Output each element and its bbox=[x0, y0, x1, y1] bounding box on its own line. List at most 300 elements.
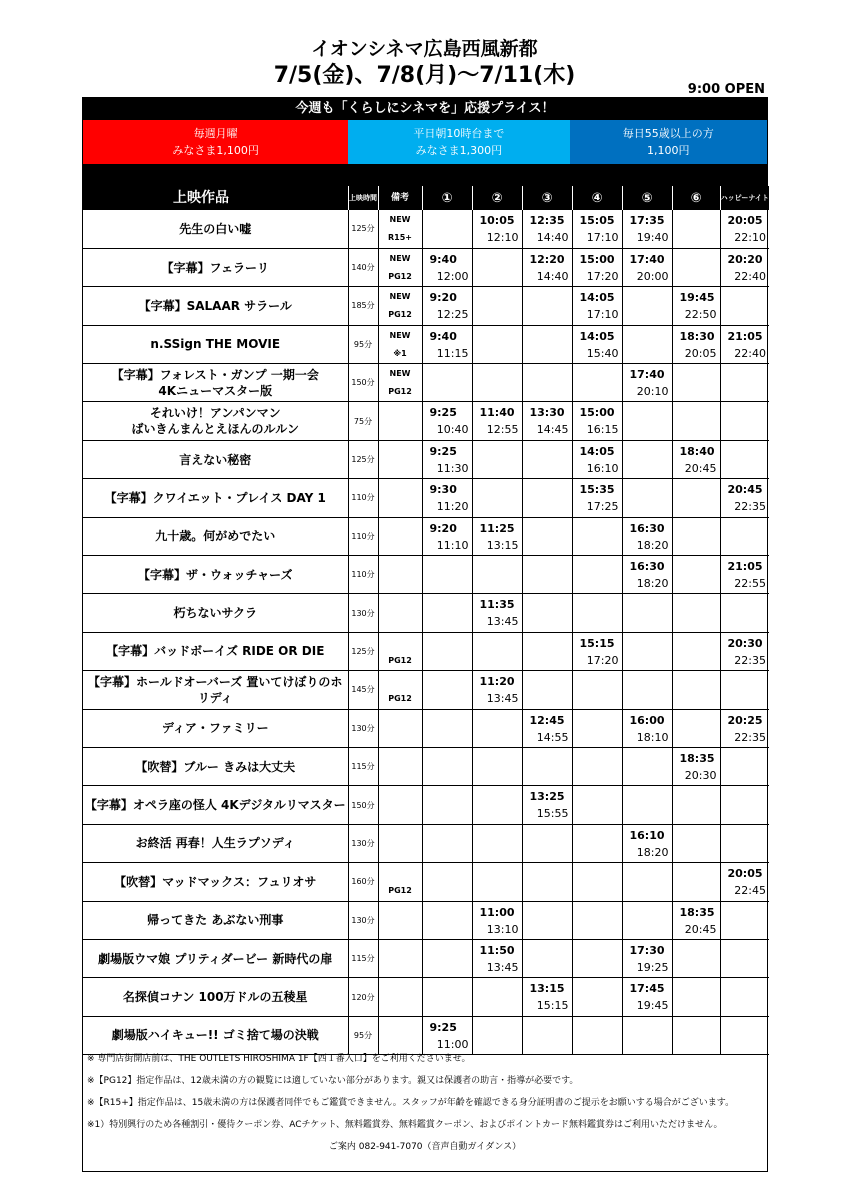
showtime-slot[interactable] bbox=[472, 517, 522, 555]
film-title: 言えない秘密 bbox=[179, 452, 252, 467]
showtime-slot bbox=[622, 901, 672, 939]
rating-badge: PG12 bbox=[388, 271, 412, 281]
showtime-slot[interactable] bbox=[472, 901, 522, 939]
price-panels bbox=[83, 120, 767, 164]
showtime-slot bbox=[472, 863, 522, 901]
header-happy-night: ハッピーナイト bbox=[720, 186, 769, 210]
runtime: 95分 bbox=[348, 1016, 378, 1054]
table-row bbox=[83, 939, 769, 977]
film-title: 【字幕】オペラ座の怪人 4Kデジタルリマスター bbox=[84, 798, 346, 813]
showtime-slot bbox=[522, 364, 572, 402]
film-title: 【字幕】ホールドオーバーズ 置いてけぼりのホリディ bbox=[88, 674, 343, 705]
showtime-slot bbox=[472, 440, 522, 478]
showtime-slot bbox=[522, 901, 572, 939]
film-title-cell bbox=[83, 939, 348, 977]
runtime: 130分 bbox=[348, 594, 378, 632]
runtime: 110分 bbox=[348, 479, 378, 517]
showtime-slot bbox=[472, 287, 522, 325]
table-row bbox=[83, 325, 769, 363]
note-cell bbox=[378, 939, 422, 977]
showtime-slot[interactable] bbox=[422, 325, 472, 363]
start-time: 15:35 bbox=[579, 483, 615, 497]
start-time: 14:05 bbox=[579, 329, 615, 343]
start-time: 12:20 bbox=[529, 252, 565, 266]
start-time: 16:10 bbox=[629, 828, 665, 842]
end-time: 11:20 bbox=[436, 500, 469, 514]
happy-night-slot[interactable] bbox=[720, 210, 769, 248]
showtime-slot bbox=[522, 1016, 572, 1054]
schedule-frame bbox=[82, 97, 768, 1172]
schedule-table bbox=[83, 186, 769, 1055]
end-time: 14:40 bbox=[536, 231, 569, 244]
end-time: 19:45 bbox=[636, 999, 669, 1013]
showtime-slot[interactable] bbox=[472, 594, 522, 632]
showtime-slot bbox=[672, 939, 720, 977]
start-time: 20:20 bbox=[727, 252, 763, 266]
film-title-cell bbox=[83, 632, 348, 670]
note-r15: ※【R15+】指定作品は、15歳未満の方は保護者同伴でもご鑑賞できません。スタッフが年齢を確認できる身分証明書のご提示をお願いする場合がございます。 bbox=[87, 1098, 735, 1108]
note-cell bbox=[378, 364, 422, 402]
rating-badge: ※1 bbox=[393, 348, 407, 358]
showtime-slot bbox=[422, 556, 472, 594]
table-row bbox=[83, 210, 769, 248]
start-time: 15:05 bbox=[579, 214, 615, 227]
showtime-slot bbox=[672, 632, 720, 670]
showtime-slot bbox=[622, 440, 672, 478]
start-time: 11:25 bbox=[479, 521, 515, 535]
showtime-slot[interactable] bbox=[422, 1016, 472, 1054]
table-row bbox=[83, 747, 769, 785]
table-row bbox=[83, 517, 769, 555]
start-time: 18:30 bbox=[679, 329, 715, 343]
footer-notes bbox=[83, 1054, 767, 1153]
showtime-slot bbox=[622, 479, 672, 517]
divider-bar bbox=[83, 164, 767, 186]
start-time: 16:30 bbox=[629, 521, 665, 535]
showtime-slot[interactable] bbox=[422, 440, 472, 478]
film-subtitle: 4Kニューマスター版 bbox=[158, 383, 273, 398]
table-row bbox=[83, 632, 769, 670]
showtime-slot[interactable] bbox=[472, 210, 522, 248]
film-title: 帰ってきた あぶない刑事 bbox=[147, 913, 284, 928]
film-title: 【字幕】フォレスト・ガンプ 一期一会 bbox=[111, 367, 319, 382]
table-row bbox=[83, 594, 769, 632]
showtime-slot bbox=[572, 517, 622, 555]
showtime-slot bbox=[672, 978, 720, 1016]
end-time: 11:15 bbox=[436, 346, 469, 360]
runtime: 115分 bbox=[348, 747, 378, 785]
end-time: 20:05 bbox=[684, 346, 717, 360]
end-time: 11:00 bbox=[436, 1037, 469, 1051]
film-title-cell bbox=[83, 1016, 348, 1054]
note-pg12: ※【PG12】指定作品は、12歳未満の方の観覧には適していない部分があります。親又は保護者の助言・指導が必要です。 bbox=[87, 1076, 579, 1086]
new-badge: NEW bbox=[389, 253, 411, 263]
table-row bbox=[83, 556, 769, 594]
end-time: 18:20 bbox=[636, 538, 669, 552]
happy-night-slot bbox=[720, 594, 769, 632]
showtime-slot bbox=[422, 863, 472, 901]
start-time: 12:45 bbox=[529, 713, 565, 727]
end-time: 18:10 bbox=[636, 730, 669, 744]
showtime-slot[interactable] bbox=[622, 939, 672, 977]
showtime-slot bbox=[422, 594, 472, 632]
showtime-slot[interactable] bbox=[572, 632, 622, 670]
showtime-slot[interactable] bbox=[622, 248, 672, 286]
runtime: 125分 bbox=[348, 632, 378, 670]
end-time: 11:30 bbox=[436, 461, 469, 475]
showtime-slot bbox=[672, 364, 720, 402]
end-time: 22:35 bbox=[734, 653, 766, 667]
showtime-slot bbox=[522, 287, 572, 325]
start-time: 17:35 bbox=[629, 214, 665, 227]
table-row bbox=[83, 402, 769, 440]
showtime-slot bbox=[672, 671, 720, 709]
new-badge: NEW bbox=[389, 292, 411, 302]
showtime-slot bbox=[622, 786, 672, 824]
showtime-slot bbox=[672, 709, 720, 747]
film-title-cell bbox=[83, 594, 348, 632]
end-time: 15:55 bbox=[536, 807, 569, 821]
film-title: 先生の白い嘘 bbox=[179, 221, 252, 236]
table-row bbox=[83, 1016, 769, 1054]
start-time: 20:45 bbox=[727, 483, 763, 497]
end-time: 13:45 bbox=[486, 960, 519, 974]
showtime-slot[interactable] bbox=[472, 939, 522, 977]
showtime-slot bbox=[422, 709, 472, 747]
showtime-slot bbox=[572, 556, 622, 594]
note-cell bbox=[378, 671, 422, 709]
film-title-cell bbox=[83, 479, 348, 517]
showtime-slot bbox=[572, 709, 622, 747]
showtime-slot bbox=[672, 210, 720, 248]
showtime-slot[interactable] bbox=[622, 556, 672, 594]
runtime: 115分 bbox=[348, 939, 378, 977]
runtime: 125分 bbox=[348, 440, 378, 478]
showtime-slot bbox=[472, 325, 522, 363]
start-time: 15:00 bbox=[579, 252, 615, 266]
film-title-cell bbox=[83, 248, 348, 286]
showtime-slot[interactable] bbox=[622, 364, 672, 402]
header-note: 備考 bbox=[378, 186, 422, 210]
showtime-slot[interactable] bbox=[422, 287, 472, 325]
showtime-slot bbox=[672, 1016, 720, 1054]
end-time: 14:45 bbox=[536, 423, 569, 437]
film-title-cell bbox=[83, 824, 348, 862]
start-time: 11:50 bbox=[479, 943, 515, 957]
runtime: 75分 bbox=[348, 402, 378, 440]
start-time: 16:00 bbox=[629, 713, 665, 727]
start-time: 19:45 bbox=[679, 291, 715, 305]
showtime-slot bbox=[422, 210, 472, 248]
showtime-slot bbox=[622, 632, 672, 670]
film-title-cell bbox=[83, 210, 348, 248]
happy-night-slot[interactable] bbox=[720, 863, 769, 901]
end-time: 20:00 bbox=[636, 269, 669, 283]
note-cell bbox=[378, 440, 422, 478]
runtime: 120分 bbox=[348, 978, 378, 1016]
happy-night-slot bbox=[720, 978, 769, 1016]
end-time: 17:20 bbox=[586, 653, 619, 667]
table-row bbox=[83, 786, 769, 824]
showtime-slot bbox=[422, 632, 472, 670]
film-subtitle: ばいきんまんとえほんのルルン bbox=[131, 422, 299, 437]
end-time: 22:45 bbox=[734, 884, 766, 898]
start-time: 17:45 bbox=[629, 982, 665, 996]
showtime-slot bbox=[422, 786, 472, 824]
start-time: 13:15 bbox=[529, 982, 565, 996]
start-time: 20:05 bbox=[727, 214, 763, 227]
table-row bbox=[83, 709, 769, 747]
note-entrance: ※ 専門店街開店前は、THE OUTLETS HIROSHIMA 1F【西１番入口】をご利用くださいませ。 bbox=[87, 1054, 471, 1064]
showtime-slot[interactable] bbox=[572, 325, 622, 363]
showtime-slot[interactable] bbox=[622, 824, 672, 862]
start-time: 18:35 bbox=[679, 751, 715, 765]
end-time: 12:00 bbox=[436, 269, 469, 283]
showtime-slot bbox=[622, 671, 672, 709]
film-title: 名探偵コナン 100万ドルの五稜星 bbox=[122, 990, 308, 1004]
start-time: 9:25 bbox=[429, 1020, 457, 1034]
showtime-slot[interactable] bbox=[522, 978, 572, 1016]
table-row bbox=[83, 824, 769, 862]
end-time: 16:10 bbox=[586, 461, 619, 475]
runtime: 160分 bbox=[348, 863, 378, 901]
showtime-slot bbox=[622, 863, 672, 901]
note-cell bbox=[378, 709, 422, 747]
runtime: 95分 bbox=[348, 325, 378, 363]
price-label: 毎日55歳以上の方 bbox=[622, 127, 714, 140]
showtime-slot bbox=[472, 556, 522, 594]
end-time: 20:10 bbox=[636, 385, 669, 399]
showtime-slot[interactable] bbox=[422, 402, 472, 440]
film-title: 【字幕】ザ・ウォッチャーズ bbox=[137, 567, 293, 582]
showtime-slot[interactable] bbox=[572, 248, 622, 286]
runtime: 150分 bbox=[348, 786, 378, 824]
showtime-slot[interactable] bbox=[572, 210, 622, 248]
showtime-slot[interactable] bbox=[622, 517, 672, 555]
start-time: 9:20 bbox=[429, 291, 457, 305]
showtime-slot[interactable] bbox=[522, 402, 572, 440]
start-time: 11:35 bbox=[479, 598, 515, 612]
showtime-slot bbox=[572, 364, 622, 402]
start-time: 9:20 bbox=[429, 521, 457, 535]
header-slot-4: ④ bbox=[572, 186, 622, 210]
film-title-cell bbox=[83, 325, 348, 363]
note-special: ※1）特別興行のため各種割引・優待クーポン券、ACチケット、無料鑑賞券、無料鑑賞クーポン、およびポイントカード無料鑑賞券はご利用いただけません。 bbox=[87, 1120, 723, 1130]
showtime-slot bbox=[522, 747, 572, 785]
end-time: 22:55 bbox=[734, 577, 766, 591]
showtime-slot[interactable] bbox=[572, 479, 622, 517]
table-row bbox=[83, 479, 769, 517]
runtime: 110分 bbox=[348, 517, 378, 555]
showtime-slot[interactable] bbox=[622, 978, 672, 1016]
film-title: 朽ちないサクラ bbox=[173, 606, 258, 621]
happy-night-slot[interactable] bbox=[720, 632, 769, 670]
film-title-cell bbox=[83, 671, 348, 709]
showtime-slot bbox=[622, 747, 672, 785]
showtime-slot bbox=[572, 863, 622, 901]
contact-phone: ご案内 082-941-7070（音声自動ガイダンス） bbox=[328, 1142, 522, 1152]
happy-night-slot bbox=[720, 1016, 769, 1054]
rating-badge: PG12 bbox=[388, 310, 412, 320]
showtime-slot[interactable] bbox=[572, 402, 622, 440]
happy-night-slot[interactable] bbox=[720, 325, 769, 363]
schedule-dates: 7/5(金)、7/8(月)～7/11(木) bbox=[273, 63, 576, 88]
showtime-slot bbox=[522, 939, 572, 977]
runtime: 130分 bbox=[348, 824, 378, 862]
table-row bbox=[83, 901, 769, 939]
showtime-slot bbox=[672, 479, 720, 517]
note-cell bbox=[378, 594, 422, 632]
showtime-slot bbox=[622, 287, 672, 325]
showtime-slot bbox=[472, 709, 522, 747]
showtime-slot[interactable] bbox=[422, 248, 472, 286]
end-time: 10:40 bbox=[436, 423, 469, 437]
header-slot-1: ① bbox=[422, 186, 472, 210]
note-cell bbox=[378, 325, 422, 363]
start-time: 9:40 bbox=[429, 329, 457, 343]
end-time: 22:40 bbox=[734, 269, 766, 283]
film-title-cell bbox=[83, 440, 348, 478]
note-cell bbox=[378, 824, 422, 862]
film-title: お終活 再春！人生ラプソディ bbox=[135, 836, 295, 851]
film-title: ディア・ファミリー bbox=[161, 721, 269, 736]
header-slot-3: ③ bbox=[522, 186, 572, 210]
happy-night-slot[interactable] bbox=[720, 479, 769, 517]
runtime: 145分 bbox=[348, 671, 378, 709]
film-title: 劇場版ウマ娘 プリティダービー 新時代の扉 bbox=[98, 951, 333, 966]
showtime-slot bbox=[622, 402, 672, 440]
happy-night-slot bbox=[720, 901, 769, 939]
happy-night-slot[interactable] bbox=[720, 556, 769, 594]
showtime-slot bbox=[672, 517, 720, 555]
showtime-slot[interactable] bbox=[522, 248, 572, 286]
rating-badge: PG12 bbox=[388, 694, 412, 704]
end-time: 20:45 bbox=[684, 922, 717, 936]
end-time: 17:10 bbox=[586, 231, 619, 244]
happy-night-slot[interactable] bbox=[720, 248, 769, 286]
start-time: 20:30 bbox=[727, 636, 763, 650]
film-title: 【字幕】フェラーリ bbox=[161, 260, 269, 275]
showtime-slot[interactable] bbox=[522, 709, 572, 747]
showtime-slot bbox=[422, 747, 472, 785]
new-badge: NEW bbox=[389, 369, 411, 379]
showtime-slot[interactable] bbox=[422, 479, 472, 517]
showtime-slot bbox=[472, 747, 522, 785]
film-title: 【吹替】ブルー きみは大丈夫 bbox=[135, 759, 296, 774]
showtime-slot[interactable] bbox=[572, 440, 622, 478]
rating-badge: R15+ bbox=[388, 233, 412, 242]
showtime-slot[interactable] bbox=[622, 210, 672, 248]
note-cell bbox=[378, 978, 422, 1016]
showtime-slot bbox=[572, 978, 622, 1016]
showtime-slot[interactable] bbox=[472, 671, 522, 709]
new-badge: NEW bbox=[389, 215, 411, 224]
happy-night-slot bbox=[720, 287, 769, 325]
end-time: 17:25 bbox=[586, 500, 619, 514]
note-cell bbox=[378, 248, 422, 286]
start-time: 13:25 bbox=[529, 790, 565, 804]
end-time: 12:25 bbox=[436, 308, 469, 322]
end-time: 18:20 bbox=[636, 577, 669, 591]
end-time: 14:55 bbox=[536, 730, 569, 744]
showtime-slot bbox=[672, 556, 720, 594]
film-title: 【字幕】バッドボーイズ RIDE OR DIE bbox=[106, 644, 325, 659]
showtime-slot bbox=[522, 863, 572, 901]
showtime-slot[interactable] bbox=[672, 287, 720, 325]
film-title-cell bbox=[83, 556, 348, 594]
price-value: みなさま1,300円 bbox=[415, 144, 503, 157]
showtime-slot bbox=[522, 556, 572, 594]
showtime-slot bbox=[622, 325, 672, 363]
end-time: 13:45 bbox=[486, 615, 519, 629]
header-runtime: 上映時間 bbox=[348, 186, 378, 210]
showtime-slot bbox=[672, 786, 720, 824]
end-time: 20:30 bbox=[684, 768, 717, 782]
start-time: 9:40 bbox=[429, 252, 457, 266]
note-cell bbox=[378, 863, 422, 901]
film-title: n.SSign THE MOVIE bbox=[150, 337, 281, 352]
new-badge: NEW bbox=[389, 330, 411, 340]
header-slot-5: ⑤ bbox=[622, 186, 672, 210]
showtime-slot[interactable] bbox=[672, 325, 720, 363]
end-time: 16:15 bbox=[586, 423, 619, 437]
end-time: 15:15 bbox=[536, 999, 569, 1013]
showtime-slot bbox=[672, 863, 720, 901]
end-time: 12:55 bbox=[486, 423, 519, 437]
showtime-slot[interactable] bbox=[622, 709, 672, 747]
happy-night-slot bbox=[720, 747, 769, 785]
end-time: 14:40 bbox=[536, 269, 569, 283]
happy-night-slot[interactable] bbox=[720, 709, 769, 747]
film-title: 【吹替】マッドマックス：フュリオサ bbox=[114, 874, 317, 889]
showtime-slot[interactable] bbox=[522, 210, 572, 248]
showtime-slot bbox=[522, 325, 572, 363]
end-time: 22:35 bbox=[734, 500, 766, 514]
showtime-slot bbox=[672, 402, 720, 440]
film-title-cell bbox=[83, 709, 348, 747]
film-title-cell bbox=[83, 863, 348, 901]
happy-night-slot bbox=[720, 671, 769, 709]
end-time: 19:25 bbox=[636, 960, 669, 974]
header-slot-6: ⑥ bbox=[672, 186, 720, 210]
note-cell bbox=[378, 402, 422, 440]
price-banner: 今週も「くらしにシネマを」応援プライス！ bbox=[83, 98, 767, 120]
showtime-slot bbox=[472, 786, 522, 824]
price-morning bbox=[348, 120, 569, 164]
happy-night-slot bbox=[720, 517, 769, 555]
showtime-slot[interactable] bbox=[522, 786, 572, 824]
runtime: 110分 bbox=[348, 556, 378, 594]
table-row bbox=[83, 248, 769, 286]
showtime-slot bbox=[522, 479, 572, 517]
start-time: 11:00 bbox=[479, 905, 515, 919]
showtime-slot[interactable] bbox=[672, 901, 720, 939]
showtime-slot[interactable] bbox=[572, 287, 622, 325]
rating-badge: PG12 bbox=[388, 655, 412, 665]
showtime-slot[interactable] bbox=[672, 440, 720, 478]
rating-badge: PG12 bbox=[388, 387, 412, 397]
note-cell bbox=[378, 210, 422, 248]
table-header-row bbox=[83, 186, 769, 210]
showtime-slot bbox=[572, 901, 622, 939]
table-row bbox=[83, 978, 769, 1016]
showtime-slot[interactable] bbox=[422, 517, 472, 555]
showtime-slot[interactable] bbox=[672, 747, 720, 785]
showtime-slot[interactable] bbox=[472, 402, 522, 440]
note-cell bbox=[378, 479, 422, 517]
film-title: 【字幕】SALAAR サラール bbox=[138, 298, 292, 313]
price-value: みなさま1,100円 bbox=[172, 144, 259, 157]
